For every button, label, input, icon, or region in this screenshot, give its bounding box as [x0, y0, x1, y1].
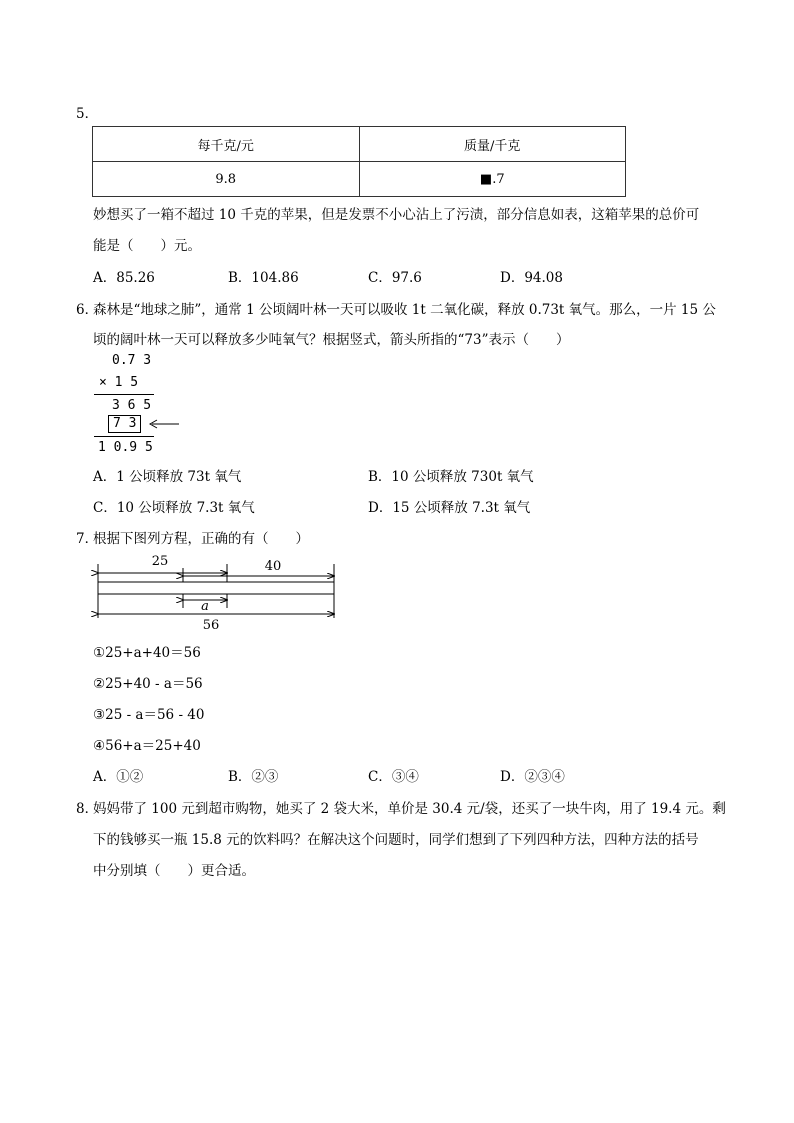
q7-option-d: D．②③④ [500, 769, 565, 785]
q8-text-line3: 中分别填（ ）更合适。 [93, 863, 255, 879]
q5-table-value-mass: ■.7 [359, 162, 626, 197]
q8-number: 8． [76, 801, 99, 817]
q7-equation-4: ④56+a＝25+40 [93, 738, 201, 754]
q5-text-line1: 妙想买了一箱不超过 10 千克的苹果，但是发票不小心沾上了污渍，部分信息如表，这箱苹果的总价可 [93, 207, 700, 223]
calc-row1: 0.7 3 [112, 353, 152, 368]
q5-option-a: A．85.26 [93, 270, 155, 286]
arrow-left-icon [146, 417, 180, 431]
q7-segment-diagram [88, 550, 344, 635]
q5-option-c: C．97.6 [368, 270, 422, 286]
q7-equation-3: ③25 - a＝56 - 40 [93, 707, 205, 723]
q8-text-line1: 妈妈带了 100 元到超市购物，她买了 2 袋大米，单价是 30.4 元/袋，还买了一块牛肉，用了 19.4 元。剩 [93, 801, 726, 817]
q7-number: 7． [76, 531, 99, 547]
q7-equation-1: ①25+a+40＝56 [93, 645, 201, 661]
q6-text-line2: 顷的阔叶林一天可以释放多少吨氧气？根据竖式，箭头所指的“73”表示（ ） [93, 332, 570, 348]
q6-number: 6． [76, 302, 99, 318]
calc-line2 [94, 436, 154, 437]
q6-option-a: A．1 公顷释放 73t 氧气 [93, 469, 242, 485]
label-a: a [201, 599, 209, 614]
q5-table [92, 126, 626, 197]
label-40: 40 [264, 559, 282, 574]
label-56: 56 [202, 618, 220, 633]
q8-text-line2: 下的钱够买一瓶 15.8 元的饮料吗？在解决这个问题时，同学们想到了下列四种方法，四种方法的括号 [93, 832, 699, 848]
q7-option-c: C．③④ [368, 769, 419, 785]
calc-line1 [94, 394, 154, 395]
label-25: 25 [151, 554, 169, 569]
q6-option-d: D．15 公顷释放 7.3t 氧气 [368, 500, 531, 516]
q5-table-value-price: 9.8 [93, 162, 360, 197]
q7-text: 根据下图列方程，正确的有（ ） [93, 531, 309, 547]
q6-text-line1: 森林是“地球之肺”，通常 1 公顷阔叶林一天可以吸收 1t 二氧化碳，释放 0.73t 氧气。那么，一片 15 公 [93, 302, 716, 318]
q5-table-header-mass: 质量/千克 [359, 127, 626, 162]
q7-equation-2: ②25+40 - a＝56 [93, 676, 203, 692]
q7-option-a: A．①② [93, 769, 144, 785]
q5-table-header-price: 每千克/元 [93, 127, 360, 162]
q5-text-line2: 能是（ ）元。 [93, 238, 201, 254]
calc-row3: 3 6 5 [112, 398, 152, 413]
calc-row2: × 1 5 [99, 375, 139, 390]
q6-option-b: B．10 公顷释放 730t 氧气 [368, 469, 534, 485]
q6-option-c: C．10 公顷释放 7.3t 氧气 [93, 500, 255, 516]
q5-option-b: B．104.86 [228, 270, 299, 286]
q5-option-d: D．94.08 [500, 270, 563, 286]
q5-number: 5． [76, 106, 99, 122]
q7-option-b: B．②③ [228, 769, 279, 785]
calc-row4-boxed: 7 3 [108, 415, 141, 433]
calc-row5: 1 0.9 5 [98, 440, 153, 455]
